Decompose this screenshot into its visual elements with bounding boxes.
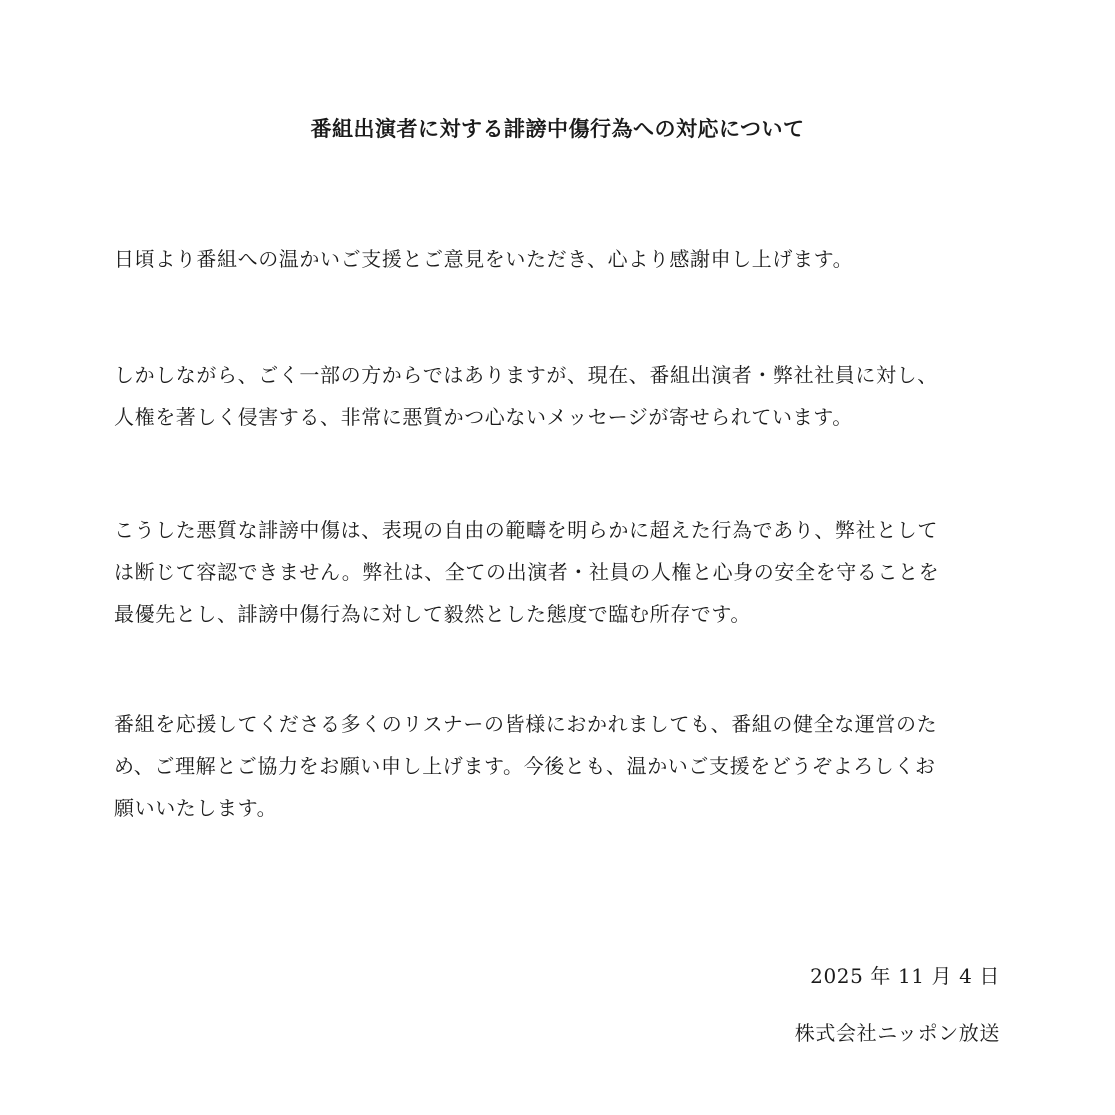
paragraph-situation — [114, 354, 1000, 438]
paragraph-line: 最優先とし、誹謗中傷行為に対して毅然とした態度で臨む所存です。 — [114, 602, 751, 626]
organization-name: 株式会社ニッポン放送 — [794, 1021, 1000, 1045]
paragraph-gratitude — [114, 238, 1000, 280]
paragraph-line: 願いいたします。 — [114, 796, 278, 820]
paragraph-line: は断じて容認できません。弊社は、全ての出演者・社員の人権と心身の安全を守ることを — [114, 560, 940, 584]
paragraph-line: 人権を著しく侵害する、非常に悪質かつ心ないメッセージが寄せられています。 — [114, 405, 853, 429]
document-date: 2025 年 11 月 4 日 — [810, 964, 1000, 988]
paragraph-line: しかしながら、ごく一部の方からではありますが、現在、番組出演者・弊社社員に対し、 — [114, 363, 938, 387]
paragraph-policy — [114, 509, 1000, 635]
document-title: 番組出演者に対する誹謗中傷行為への対応について — [310, 116, 805, 141]
paragraph-line: 番組を応援してくださる多くのリスナーの皆様におかれましても、番組の健全な運営のた — [114, 712, 938, 736]
paragraph-line: こうした悪質な誹謗中傷は、表現の自由の範疇を明らかに超えた行為であり、弊社として — [114, 518, 938, 542]
paragraph-line: め、ご理解とご協力をお願い申し上げます。今後とも、温かいご支援をどうぞよろしくお — [114, 754, 936, 778]
paragraph-request — [114, 703, 1000, 829]
paragraph-line: 日頃より番組への温かいご支援とご意見をいただき、心より感謝申し上げます。 — [114, 247, 854, 271]
